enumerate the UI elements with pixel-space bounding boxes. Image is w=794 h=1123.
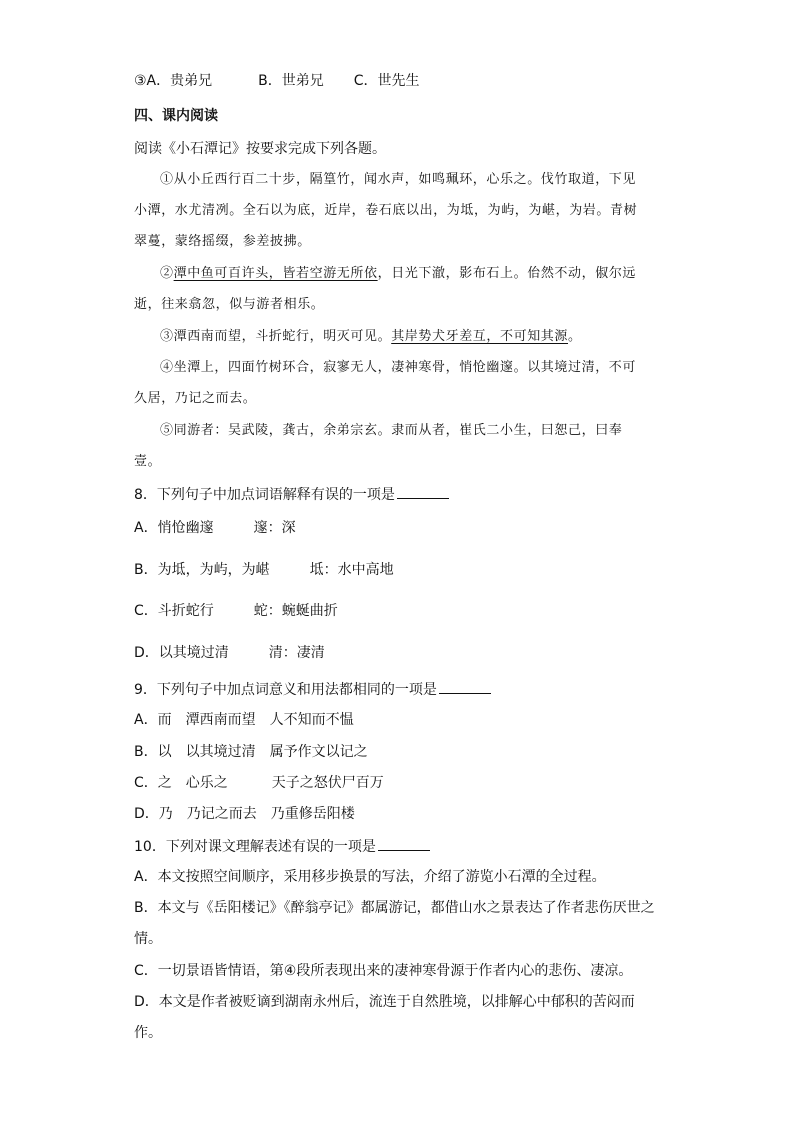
passage-p2-marker: ② [160, 266, 174, 281]
q9-option-a-label: A．而 [134, 712, 172, 728]
q7-options-row [134, 71, 420, 91]
section-title: 四、课内阅读 [134, 108, 218, 124]
q10-stem-text: 10．下列对课文理解表述有误的一项是 [134, 839, 376, 855]
passage-p1-line1: ①从小丘西行百二十步，隔篁竹，闻水声，如鸣珮环，心乐之。伐竹取道，下见 [160, 172, 637, 187]
passage-p5-line1: ⑤同游者：吴武陵，龚古，余弟宗玄。隶而从者，崔氏二小生，曰恕己，曰奉 [160, 423, 623, 438]
q7-option-b[interactable]: B．世弟兄 [258, 73, 324, 89]
passage-p1-line3: 翠蔓，蒙络摇缀，参差披拂。 [134, 234, 311, 249]
passage-p2-underlined: 潭中鱼可百许头，皆若空游无所依 [173, 266, 378, 281]
q8-option-d-label: D．以其境过清 [134, 645, 229, 661]
q7-option-a[interactable]: ③A．贵弟兄 [134, 73, 213, 89]
reading-instruction: 阅读《小石潭记》按要求完成下列各题。 [134, 141, 386, 157]
passage-p3-underlined: 其岸势犬牙差互，不可知其源 [391, 329, 569, 344]
q9-option-c[interactable] [134, 773, 384, 793]
q8-stem [134, 484, 449, 505]
passage-p3-line1 [160, 327, 582, 347]
q8-answer-blank[interactable] [397, 484, 449, 499]
q8-option-c-note: 蛇：蜿蜒曲折 [253, 603, 338, 619]
q10-stem [134, 836, 430, 857]
q10-option-d-line2: 作。 [134, 1025, 162, 1041]
passage-p1-line2: 小潭，水尤清冽。全石以为底，近岸，卷石底以出，为坻，为屿，为嵁，为岩。青树 [134, 203, 638, 218]
q9-option-b-s1: 以其境过清 [185, 744, 256, 760]
q10-option-d-line1[interactable]: D．本文是作者被贬谪到湖南永州后，流连于自然胜境，以排解心中郁积的苦闷而 [134, 994, 635, 1010]
q9-option-a-s1: 潭西南而望 [185, 712, 256, 728]
q9-option-b-s2: 属予作文以记之 [269, 744, 368, 760]
q9-option-a-s2: 人不知而不愠 [269, 712, 354, 728]
q9-option-d-s1: 乃记之而去 [186, 806, 257, 822]
q9-option-d-label: D．乃 [134, 806, 173, 822]
q9-option-a[interactable] [134, 710, 354, 730]
q8-option-c[interactable] [134, 601, 338, 621]
q10-answer-blank[interactable] [378, 836, 430, 851]
q9-option-b-label: B．以 [134, 744, 172, 760]
q9-option-c-s2: 天子之怒伏尸百万 [271, 775, 384, 791]
q9-answer-blank[interactable] [439, 679, 491, 694]
q8-option-b-note: 坻：水中高地 [309, 562, 394, 578]
q8-option-a-note: 邃：深 [253, 520, 296, 536]
passage-p2-line1 [160, 264, 636, 284]
q10-option-b-line2: 情。 [134, 931, 162, 947]
q9-option-b[interactable] [134, 742, 368, 762]
q9-option-c-label: C．之 [134, 775, 172, 791]
passage-p4-line1: ④坐潭上，四面竹树环合，寂寥无人，凄神寒骨，悄怆幽邃。以其境过清，不可 [160, 360, 637, 375]
q9-option-c-s1: 心乐之 [185, 775, 228, 791]
passage-p3-end: 。 [568, 329, 582, 344]
q9-stem [134, 679, 491, 700]
passage-p5-line2: 壹。 [134, 454, 162, 469]
passage-p3-start: ③潭西南而望，斗折蛇行，明灭可见。 [160, 329, 392, 344]
q10-option-b-line1[interactable]: B．本文与《岳阳楼记》《醉翁亭记》都属游记，都借山水之景表达了作者悲伤厌世之 [134, 900, 655, 916]
q9-option-d[interactable] [134, 804, 355, 824]
q8-option-d[interactable] [134, 643, 325, 663]
q8-stem-text: 8．下列句子中加点词语解释有误的一项是 [134, 487, 395, 503]
q9-stem-text: 9．下列句子中加点词意义和用法都相同的一项是 [134, 682, 437, 698]
q8-option-a-label: A．悄怆幽邃 [134, 520, 214, 536]
q8-option-c-label: C．斗折蛇行 [134, 603, 214, 619]
q8-option-b[interactable] [134, 560, 394, 580]
q8-option-a[interactable] [134, 518, 296, 538]
q9-option-d-s2: 乃重修岳阳楼 [270, 806, 355, 822]
passage-p2-line2: 逝，往来翕忽，似与游者相乐。 [134, 297, 325, 312]
q8-option-b-label: B．为坻，为屿，为嵁 [134, 562, 270, 578]
passage-p2-rest: ，日光下澈，影布石上。佁然不动，俶尔远 [377, 266, 637, 281]
q10-option-a[interactable]: A．本文按照空间顺序，采用移步换景的写法，介绍了游览小石潭的全过程。 [134, 869, 606, 885]
q8-option-d-note: 清：凄清 [268, 645, 325, 661]
q10-option-c[interactable]: C．一切景语皆情语，第④段所表现出来的凄神寒骨源于作者内心的悲伤、凄凉。 [134, 963, 633, 979]
passage-p4-line2: 久居，乃记之而去。 [134, 391, 257, 406]
q7-option-c[interactable]: C．世先生 [353, 73, 420, 89]
